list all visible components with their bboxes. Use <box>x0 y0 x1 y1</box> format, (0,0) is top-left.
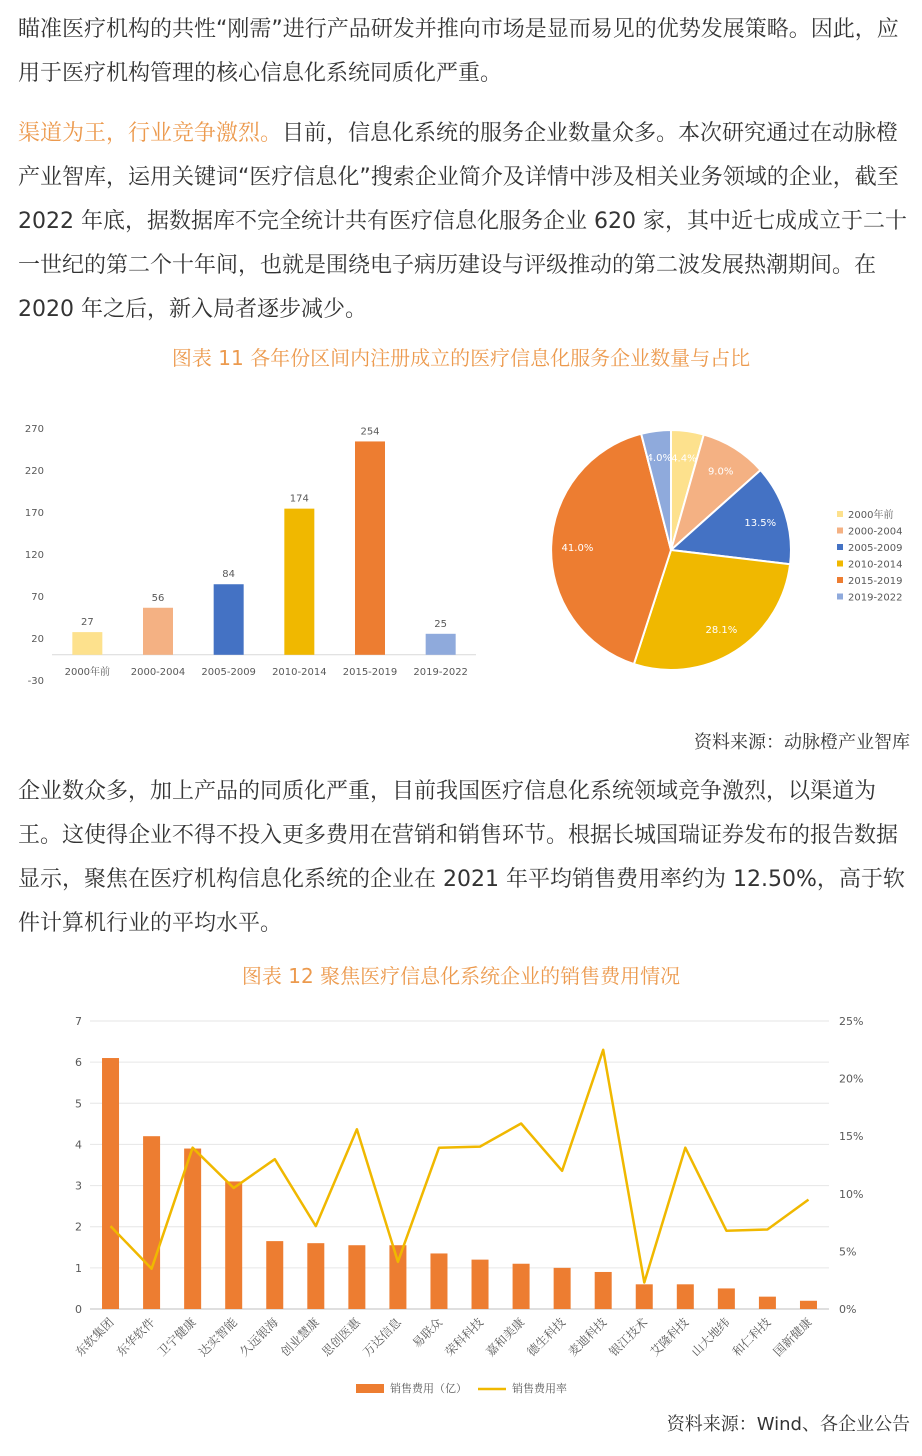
x-tick-label: 山大地纬 <box>688 1315 733 1360</box>
legend-label: 2019-2022 <box>848 592 903 604</box>
pie-value-label: 4.4% <box>671 453 697 465</box>
sales-cost-paragraph <box>18 770 914 946</box>
y-tick-label: 20 <box>31 634 44 645</box>
competition-paragraph <box>18 112 914 332</box>
y2-tick-label: 20% <box>839 1072 864 1086</box>
intro-paragraph <box>18 8 914 96</box>
figure-12-source: 资料来源：Wind、各企业公告 <box>666 1414 910 1435</box>
bar <box>307 1243 324 1309</box>
y-tick-label: 1 <box>75 1261 82 1275</box>
pie-value-label: 9.0% <box>707 466 734 478</box>
pie-value-label: 13.5% <box>744 517 777 529</box>
data-label: 254 <box>360 426 380 438</box>
y-tick-label: 4 <box>75 1138 82 1152</box>
legend-swatch <box>837 577 843 583</box>
x-tick-label: 麦迪科技 <box>565 1315 610 1360</box>
x-tick-label: 国新健康 <box>770 1315 815 1360</box>
y-tick-label: -30 <box>27 676 44 687</box>
bar <box>718 1288 735 1309</box>
y-tick-label: 170 <box>24 508 44 519</box>
x-tick-label: 和仁科技 <box>729 1315 774 1360</box>
x-tick-label: 2010-2014 <box>272 666 327 678</box>
competition-paragraph-text: 目前，信息化系统的服务企业数量众多。本次研究通过在动脉橙产业智库，运用关键词“医疗信息化”搜索企业简介及详情中涉及相关业务领域的企业，截至 2022 年底，据数据库不完全统计共有医疗信息化服务企业 620 家，其中近七成成立于二十一世纪的第二个十年间，也就是围绕电子病历建设与评级推动的第二波发展热潮期间。在 2020 年之后，新入局者逐步减少。 <box>18 121 907 322</box>
legend-swatch <box>837 561 843 567</box>
y-tick-label: 7 <box>75 1015 82 1028</box>
legend-label: 2000年前 <box>848 510 894 521</box>
data-label: 25 <box>434 618 448 630</box>
sales-cost-paragraph-text: 企业数众多，加上产品的同质化严重，目前我国医疗信息化系统领域竞争激烈，以渠道为王。这使得企业不得不投入更多费用在营销和销售环节。根据长城国瑞证券发布的报告数据显示，聚焦在医疗机构信息化系统的企业在 2021 年平均销售费用率约为 12.50%，高于软件计算机行业的平均水平。 <box>18 779 905 936</box>
bar <box>636 1284 653 1309</box>
bar <box>513 1264 530 1309</box>
legend-swatch <box>837 594 843 600</box>
legend-label: 2000-2004 <box>848 526 903 538</box>
x-tick-label: 东华软件 <box>113 1315 158 1360</box>
legend-label: 销售费用（亿） <box>390 1382 467 1395</box>
x-tick-label: 思创医惠 <box>319 1315 363 1360</box>
bar <box>143 1136 160 1309</box>
legend-label: 2010-2014 <box>848 559 903 571</box>
y2-tick-label: 10% <box>839 1187 864 1201</box>
figure-11-charts <box>0 410 922 710</box>
bar <box>677 1284 694 1309</box>
data-label: 56 <box>151 592 165 604</box>
bar <box>355 441 385 654</box>
bar <box>184 1149 201 1309</box>
x-tick-label: 2000-2004 <box>130 666 186 678</box>
figure-11-caption: 图表 11 各年份区间内注册成立的医疗信息化服务企业数量与占比 <box>171 346 751 370</box>
y-tick-label: 120 <box>24 550 44 561</box>
x-tick-label: 银江技术 <box>606 1315 651 1360</box>
data-label: 174 <box>289 493 309 505</box>
intro-paragraph-text: 瞄准医疗机构的共性“刚需”进行产品研发并推向市场是显而易见的优势发展策略。因此，应用于医疗机构管理的核心信息化系统同质化严重。 <box>18 17 899 86</box>
x-tick-label: 久远银海 <box>237 1315 281 1360</box>
y2-tick-label: 5% <box>839 1245 857 1259</box>
pie-value-label: 4.0% <box>646 453 672 465</box>
legend-swatch <box>356 1384 384 1393</box>
bar <box>426 634 456 655</box>
x-tick-label: 卫宁健康 <box>154 1315 199 1360</box>
series-line <box>111 1050 809 1283</box>
bar <box>430 1253 447 1309</box>
bar <box>595 1272 612 1309</box>
figure-12-chart <box>0 1005 922 1405</box>
data-label: 27 <box>80 617 94 629</box>
x-tick-label: 东软集团 <box>72 1315 117 1360</box>
y-tick-label: 6 <box>75 1056 82 1070</box>
bar <box>284 509 314 655</box>
pie-value-label: 28.1% <box>705 624 738 636</box>
x-tick-label: 德生科技 <box>524 1315 569 1360</box>
y-tick-label: 5 <box>75 1097 82 1111</box>
bar <box>472 1260 489 1309</box>
pie-value-label: 41.0% <box>561 543 594 555</box>
x-tick-label: 嘉和美康 <box>483 1315 528 1360</box>
x-tick-label: 2015-2019 <box>342 666 398 678</box>
y2-tick-label: 25% <box>839 1015 864 1028</box>
bar <box>389 1245 406 1309</box>
legend-swatch <box>837 528 843 534</box>
bar <box>348 1245 365 1309</box>
figure-11-source: 资料来源：动脉橙产业智库 <box>694 732 910 753</box>
y2-tick-label: 15% <box>839 1130 864 1144</box>
bar <box>214 584 244 655</box>
x-tick-label: 万达信息 <box>360 1315 405 1360</box>
legend-swatch <box>837 544 843 550</box>
y-tick-label: 270 <box>24 424 44 435</box>
bar <box>800 1301 817 1309</box>
bar <box>102 1058 119 1309</box>
legend-swatch <box>837 511 843 517</box>
y-tick-label: 0 <box>75 1303 82 1316</box>
x-tick-label: 2019-2022 <box>413 666 468 678</box>
y-tick-label: 220 <box>24 466 44 477</box>
bar <box>266 1241 283 1309</box>
legend-label: 销售费用率 <box>512 1382 567 1395</box>
y-tick-label: 70 <box>31 592 44 603</box>
y-tick-label: 3 <box>75 1179 82 1193</box>
y2-tick-label: 0% <box>839 1303 857 1316</box>
x-tick-label: 荣科科技 <box>442 1315 487 1360</box>
x-tick-label: 达实智能 <box>195 1315 240 1360</box>
y-tick-label: 2 <box>75 1220 82 1234</box>
bar <box>759 1297 776 1309</box>
x-tick-label: 2000年前 <box>64 666 111 678</box>
bar <box>72 632 102 655</box>
x-tick-label: 艾隆科技 <box>647 1315 692 1360</box>
legend-label: 2005-2009 <box>848 543 903 554</box>
x-tick-label: 创业慧康 <box>278 1315 322 1360</box>
x-tick-label: 2005-2009 <box>201 666 256 678</box>
legend-label: 2015-2019 <box>848 576 903 587</box>
figure-12-caption: 图表 12 聚焦医疗信息化系统企业的销售费用情况 <box>241 964 681 988</box>
bar <box>143 608 173 655</box>
bar <box>225 1181 242 1309</box>
x-tick-label: 易联众 <box>409 1315 446 1351</box>
bar <box>554 1268 571 1309</box>
paragraph-heading: 渠道为王，行业竞争激烈。 <box>18 121 283 146</box>
data-label: 84 <box>222 569 236 581</box>
